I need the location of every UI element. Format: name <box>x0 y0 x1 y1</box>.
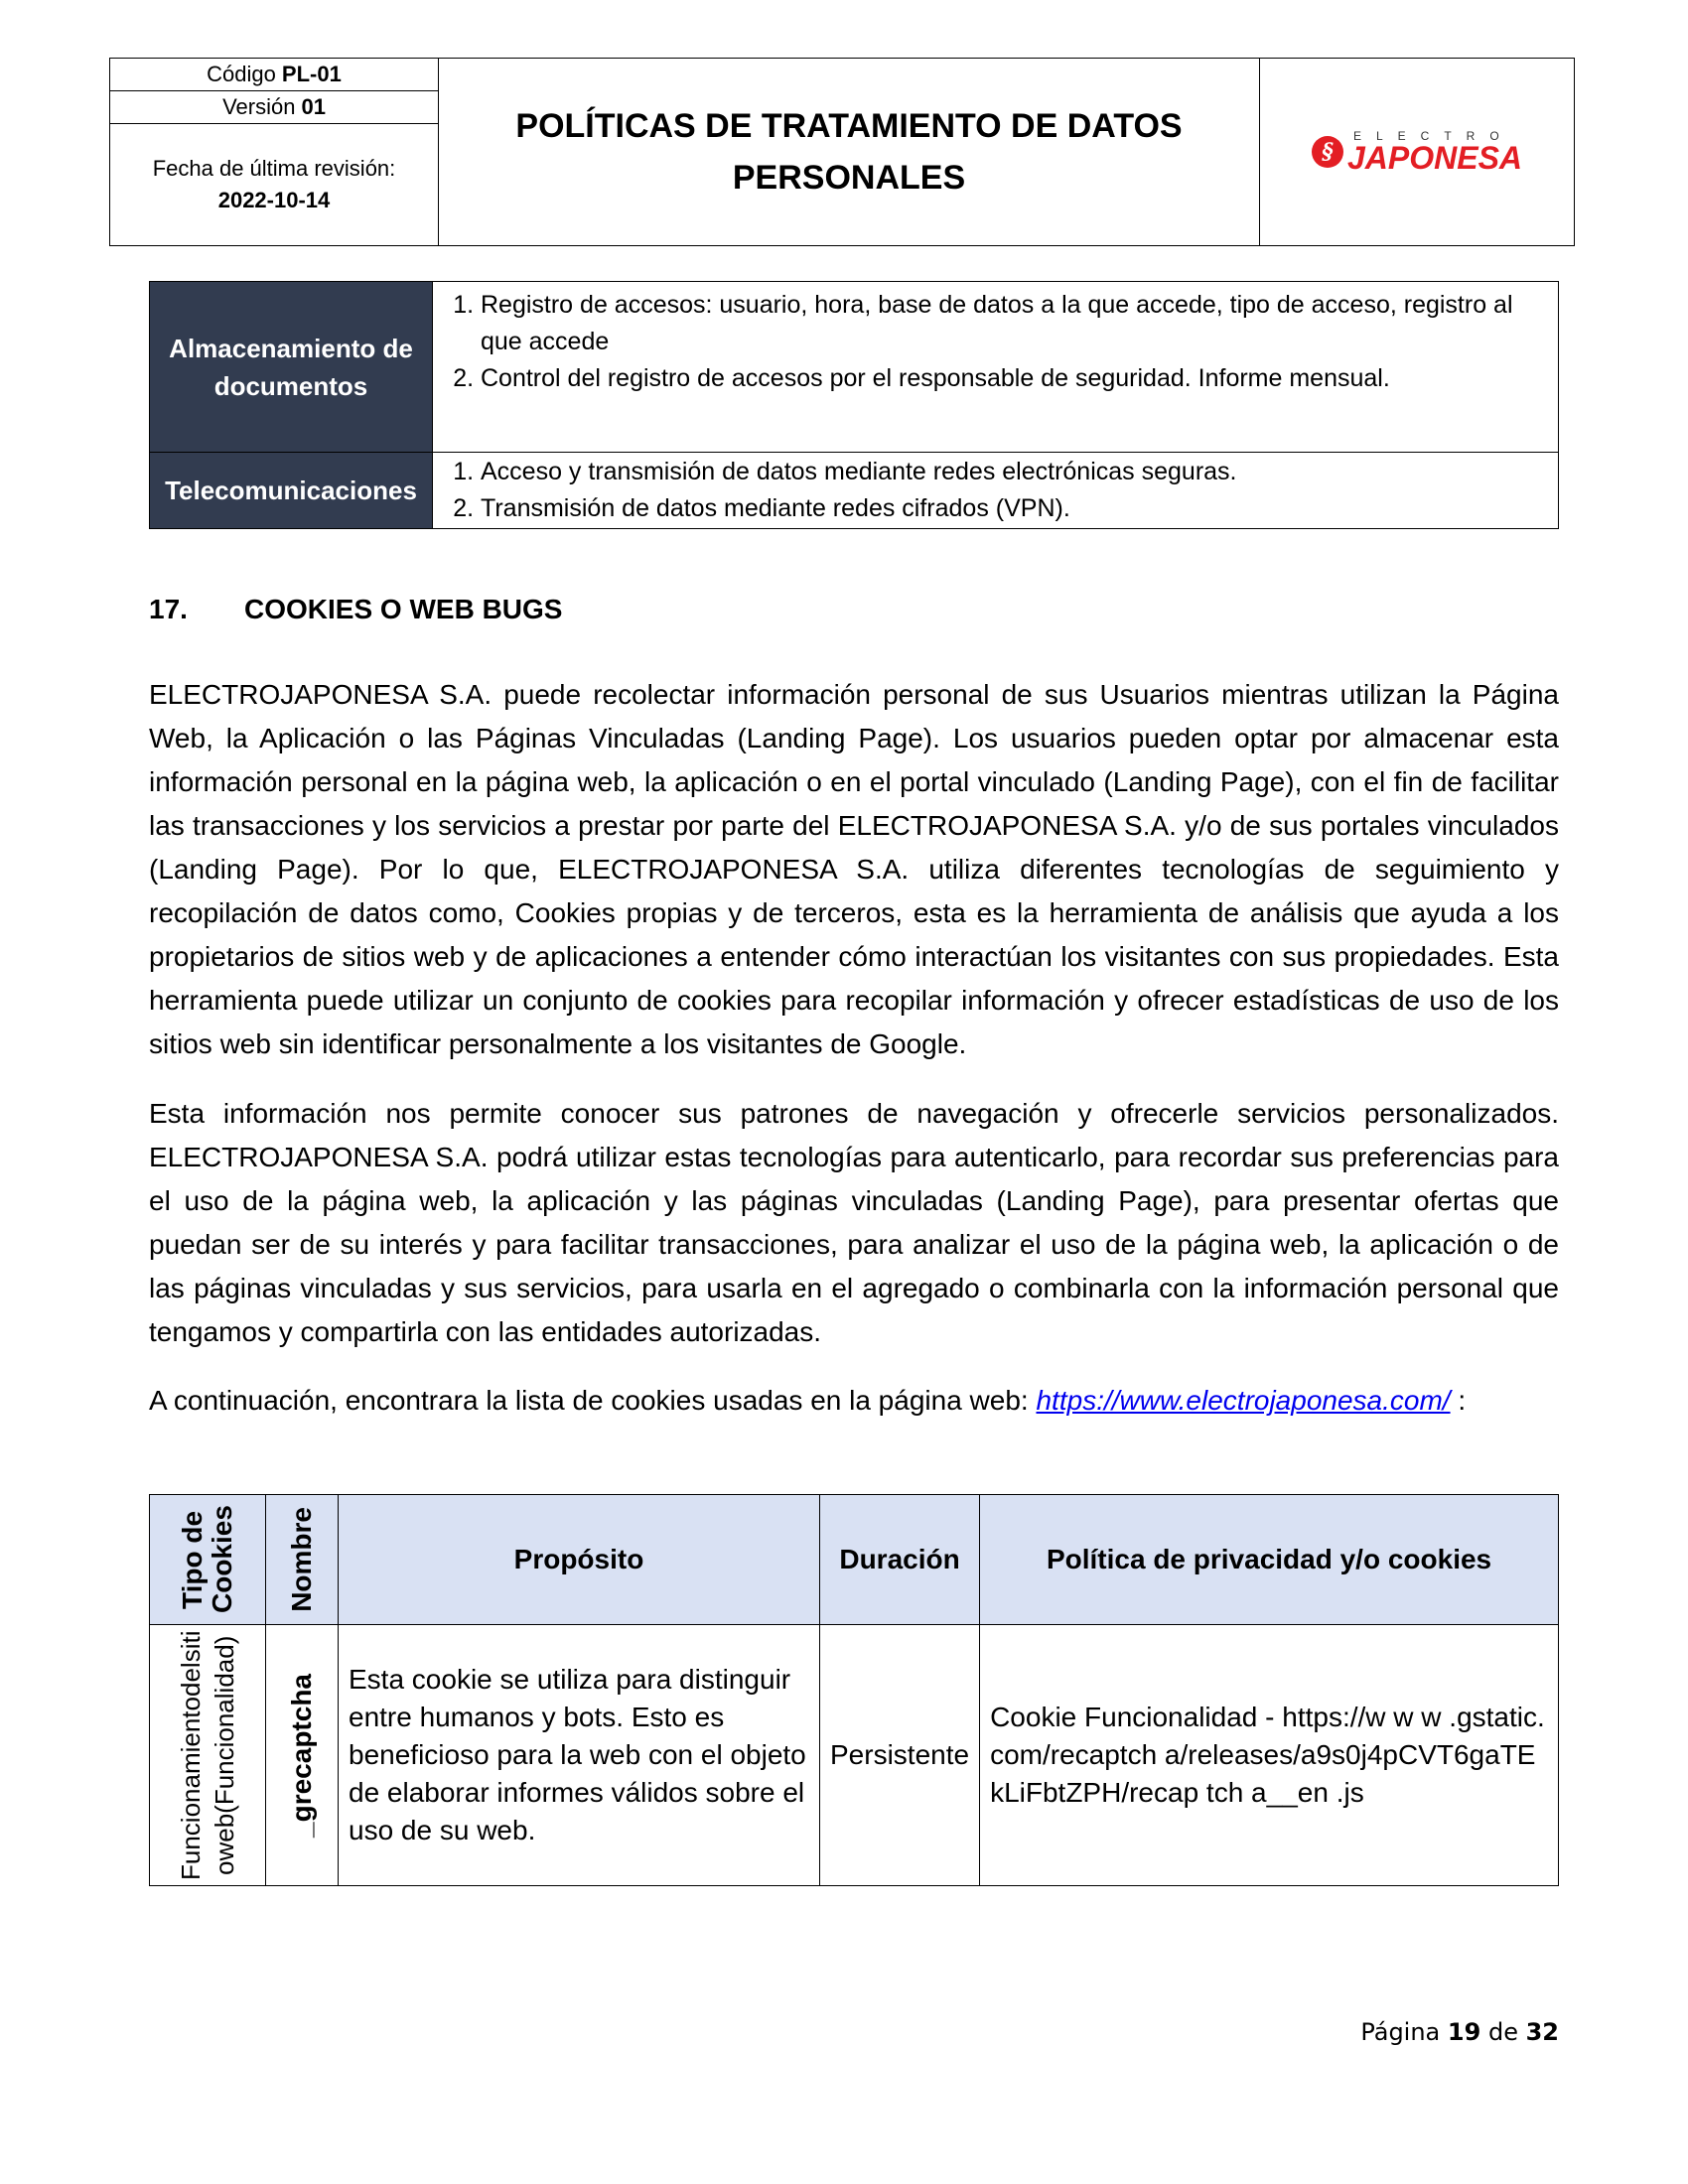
revision-date: 2022-10-14 <box>217 188 331 212</box>
column-header-name-label: Nombre <box>286 1507 317 1612</box>
table-header-row <box>150 1495 1559 1625</box>
list-item: 2. Control del registro de accesos por el responsable de seguridad. Informe mensual. <box>481 360 1547 397</box>
cookie-name-cell <box>266 1625 339 1886</box>
logo-mark-icon: § <box>1312 136 1343 168</box>
logo-top-text: ELECTRO <box>1352 129 1514 143</box>
row-label: Telecomunicaciones <box>150 453 433 529</box>
cookie-type-cell <box>150 1625 266 1886</box>
revision-label: Fecha de última revisión: <box>152 156 396 181</box>
section-heading <box>149 594 562 625</box>
paragraph: ELECTROJAPONESA S.A. puede recolectar información personal de sus Usuarios mientras utilizan la Página Web, la Aplicación o las Páginas Vinculadas (Landing Page). Los usuarios pueden optar por almacenar esta información personal en la página web, la aplicación o en el portal vinculado (Landing Page), con el fin de facilitar las transacciones y los servicios a prestar por parte del ELECTROJAPONESA S.A. y/o de sus portales vinculados (Landing Page). Por lo que, ELECTROJAPONESA S.A. utiliza diferentes tecnologías de seguimiento y recopilación de datos como, Cookies propias y de terceros, esta es la herramienta de análisis que ayuda a los propietarios de sitios web y de aplicaciones a entender cómo interactúan los visitantes con sus propiedades. Esta herramienta puede utilizar un conjunto de cookies para recopilar información y ofrecer estadísticas de uso de los sitios web sin identificar personalmente a los visitantes de Google. <box>149 679 1559 1059</box>
column-header-type-label: Tipo de Cookies <box>177 1505 237 1614</box>
cookie-duration: Persistente <box>820 1625 980 1886</box>
list-item: 1. Acceso y transmisión de datos mediante redes electrónicas seguras. <box>481 454 1547 490</box>
title-cell <box>439 59 1260 245</box>
table-row <box>150 453 1559 529</box>
cookie-type: Funcionamientodelsitioweb(Funcionalidad) <box>176 1630 239 1880</box>
section-number: 17. <box>149 594 188 624</box>
logo-text <box>1347 130 1522 174</box>
list-intro-text: A continuación, encontrara la lista de cookies usadas en la página web: <box>149 1385 1029 1416</box>
logo-main-text: JAPONESA <box>1346 140 1523 176</box>
list-intro-suffix: : <box>1450 1385 1467 1416</box>
logo-cell <box>1260 59 1574 245</box>
code-label: Código <box>207 62 276 86</box>
row-label: Almacenamiento de documentos <box>150 282 433 453</box>
list-intro <box>149 1379 1559 1423</box>
code-row <box>110 59 438 91</box>
document-metadata <box>110 59 439 245</box>
cookie-name: _grecaptcha <box>286 1673 317 1838</box>
paragraph: Esta información nos permite conocer sus patrones de navegación y ofrecerle servicios personalizados. ELECTROJAPONESA S.A. podrá utilizar estas tecnologías para autenticarlo, para recordar sus preferencias para el uso de la página web, la aplicación y las páginas vinculadas (Landing Page), para presentar ofertas que puedan ser de su interés y para facilitar transacciones, para analizar el uso de la página web, la aplicación o de las páginas vinculadas y sus servicios, para usarla en el agregado o combinarla con la información personal que tengamos y compartirla con las entidades autorizadas. <box>149 1098 1559 1347</box>
page-number: 19 <box>1447 2018 1481 2046</box>
security-measures-table <box>149 281 1559 529</box>
document-title: POLÍTICAS DE TRATAMIENTO DE DATOS PERSONALES <box>515 107 1183 197</box>
company-logo <box>1312 130 1522 174</box>
row-content <box>433 282 1559 453</box>
website-link[interactable]: https://www.electrojaponesa.com/ <box>1036 1385 1451 1416</box>
column-header-purpose: Propósito <box>339 1495 820 1625</box>
page-footer <box>1360 2018 1559 2046</box>
list-item: 2. Transmisión de datos mediante redes cifrados (VPN). <box>481 490 1547 527</box>
version-row <box>110 91 438 124</box>
cookies-table <box>149 1494 1559 1886</box>
version-label: Versión <box>222 94 296 119</box>
measures-list <box>434 283 1557 401</box>
row-content <box>433 453 1559 529</box>
of-label: de <box>1487 2018 1518 2046</box>
version-value: 01 <box>301 94 326 119</box>
table-row <box>150 282 1559 453</box>
cookie-purpose: Esta cookie se utiliza para distinguir entre humanos y bots. Esto es beneficioso para la web con el objeto de elaborar informes válidos sobre el uso de su web. <box>339 1625 820 1886</box>
section-title: COOKIES O WEB BUGS <box>244 594 563 624</box>
measures-list <box>434 454 1557 527</box>
list-item: 1. Registro de accesos: usuario, hora, base de datos a la que accede, tipo de acceso, registro al que accede <box>481 287 1547 360</box>
column-header-duration: Duración <box>820 1495 980 1625</box>
cookie-policy: Cookie Funcionalidad - https://w w w .gstatic.com/recaptch a/releases/a9s0j4pCVT6gaTEkLiFbtZPH/recap tch a__en .js <box>980 1625 1559 1886</box>
column-header-type <box>150 1495 266 1625</box>
document-header <box>109 58 1575 246</box>
code-value: PL-01 <box>281 62 342 86</box>
table-row <box>150 1625 1559 1886</box>
page-label: Página <box>1360 2018 1441 2046</box>
column-header-name <box>266 1495 339 1625</box>
column-header-policy: Política de privacidad y/o cookies <box>980 1495 1559 1625</box>
revision-block <box>110 124 438 245</box>
total-pages: 32 <box>1525 2018 1559 2046</box>
